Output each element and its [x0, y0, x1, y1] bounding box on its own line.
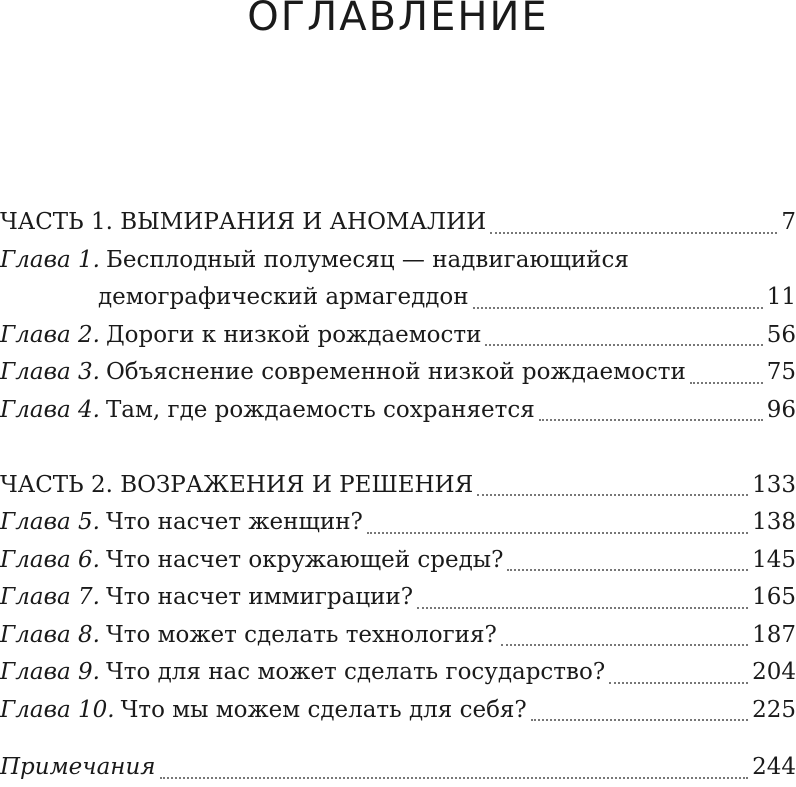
toc-chapter-9[interactable]: [0, 654, 796, 692]
page-number: 187: [752, 621, 796, 648]
part-title: ЧАСТЬ 2. ВОЗРАЖЕНИЯ И РЕШЕНИЯ: [0, 471, 474, 498]
toc-chapter-3[interactable]: [0, 354, 796, 392]
dot-leader: [690, 382, 763, 384]
chapter-prefix: Глава 6.: [0, 546, 100, 573]
toc-chapter-6[interactable]: [0, 542, 796, 580]
page-number: 165: [752, 584, 796, 610]
chapter-prefix: Глава 4.: [0, 396, 100, 423]
page-number: 75: [766, 359, 796, 385]
page-number: 204: [752, 659, 796, 685]
dot-leader: [477, 494, 748, 496]
dot-leader: [609, 682, 748, 684]
dot-leader: [417, 607, 748, 609]
dot-leader: [501, 644, 748, 646]
notes-title: Примечания: [0, 754, 156, 780]
toc-chapter-10[interactable]: [0, 692, 796, 730]
spacer: [0, 729, 796, 749]
part-title: ЧАСТЬ 1. ВЫМИРАНИЯ И АНОМАЛИИ: [0, 209, 487, 235]
page-number: 145: [752, 546, 796, 573]
chapter-prefix: Глава 1.: [0, 246, 100, 273]
toc-chapter-5[interactable]: [0, 504, 796, 542]
page-number: 138: [752, 509, 796, 535]
chapter-prefix: Глава 7.: [0, 584, 100, 610]
table-of-contents: [0, 204, 796, 787]
dot-leader: [367, 532, 748, 534]
chapter-title-line1: Бесплодный полумесяц — надвигающийся: [105, 246, 629, 273]
chapter-prefix: Глава 10.: [0, 696, 115, 723]
chapter-prefix: Глава 8.: [0, 621, 100, 648]
dot-leader: [507, 569, 748, 571]
page-number: 11: [766, 284, 796, 310]
chapter-title: Что для нас может сделать государство?: [105, 659, 606, 685]
page-number: 7: [781, 209, 796, 235]
chapter-title-line2: демографический армагеддон: [98, 284, 469, 310]
toc-chapter-8[interactable]: [0, 617, 796, 655]
chapter-title: Объяснение современной низкой рождаемости: [105, 359, 686, 385]
chapter-prefix: Глава 3.: [0, 359, 100, 385]
dot-leader: [473, 307, 763, 309]
chapter-title: Там, где рождаемость сохраняется: [105, 396, 535, 423]
toc-chapter-7[interactable]: [0, 579, 796, 617]
dot-leader: [160, 777, 749, 779]
dot-leader: [490, 232, 777, 234]
toc-chapter-4[interactable]: [0, 392, 796, 430]
toc-chapter-2[interactable]: [0, 317, 796, 355]
chapter-title: Что может сделать технология?: [105, 621, 497, 648]
chapter-title: Что мы можем сделать для себя?: [120, 696, 527, 723]
page-number: 225: [752, 696, 796, 723]
dot-leader: [539, 419, 763, 421]
dot-leader: [485, 344, 762, 346]
toc-chapter-1[interactable]: [0, 242, 796, 317]
chapter-title: Что насчет женщин?: [105, 509, 363, 535]
page-title: ОГЛАВЛЕНИЕ: [247, 0, 549, 40]
page-number: 133: [752, 471, 796, 498]
toc-part-1[interactable]: [0, 204, 796, 242]
chapter-title: Что насчет окружающей среды?: [105, 546, 504, 573]
chapter-title: Дороги к низкой рождаемости: [105, 321, 482, 348]
toc-notes[interactable]: [0, 749, 796, 787]
page-number: 96: [766, 396, 796, 423]
page-number: 244: [752, 754, 796, 780]
page-number: 56: [766, 321, 796, 348]
spacer: [0, 429, 796, 467]
chapter-prefix: Глава 5.: [0, 509, 100, 535]
chapter-prefix: Глава 2.: [0, 321, 100, 348]
dot-leader: [531, 719, 748, 721]
chapter-title: Что насчет иммиграции?: [105, 584, 414, 610]
chapter-prefix: Глава 9.: [0, 659, 100, 685]
toc-part-2[interactable]: [0, 467, 796, 505]
